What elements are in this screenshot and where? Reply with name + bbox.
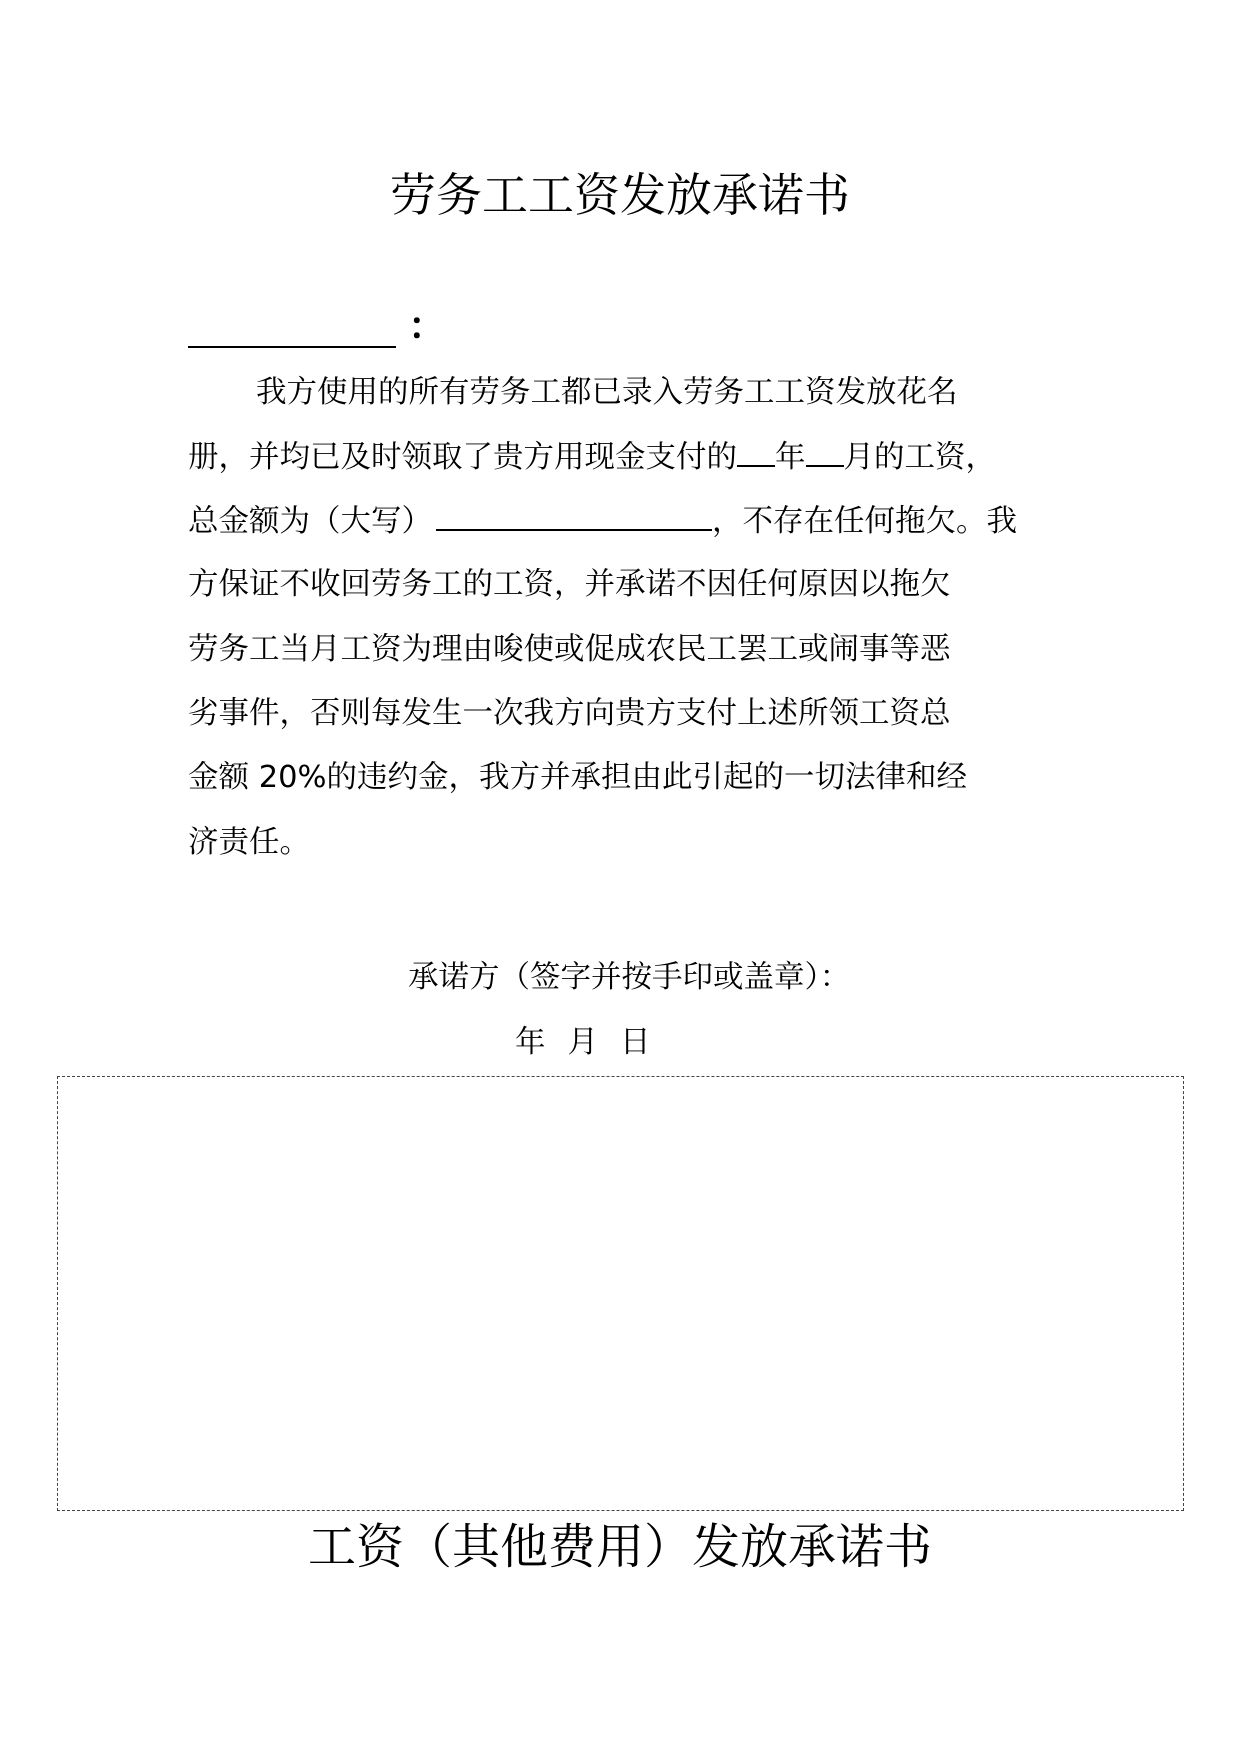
amount-label: 总金额为（大写）	[188, 504, 432, 539]
body-line-5: 劳务工当月工资为理由唆使或促成农民工罢工或闹事等恶	[188, 632, 951, 667]
year-blank[interactable]	[737, 435, 775, 467]
body-line-2-text: 册，并均已及时领取了贵方用现金支付的	[188, 440, 737, 475]
year-label: 年	[775, 440, 806, 475]
month-blank[interactable]	[806, 435, 844, 467]
body-line-3-text: ，不存在任何拖欠。我	[712, 504, 1017, 539]
amount-blank[interactable]	[436, 499, 712, 531]
month-label: 月的工资，	[843, 440, 996, 475]
date-line	[515, 1021, 673, 1065]
body-line-4: 方保证不收回劳务工的工资，并承诺不因任何原因以拖欠	[188, 567, 951, 602]
date-year: 年	[515, 1025, 546, 1060]
body-line-3	[188, 499, 1017, 544]
body-line-2	[188, 435, 996, 480]
second-document-title: 工资（其他费用）发放承诺书	[307, 1519, 932, 1575]
document-title: 劳务工工资发放承诺书	[390, 168, 850, 222]
date-month: 月	[567, 1025, 598, 1060]
addressee-blank[interactable]	[188, 300, 396, 348]
body-line-7: 金额 20%的违约金，我方并承担由此引起的一切法律和经	[188, 760, 967, 795]
salutation-colon: ：	[408, 304, 447, 348]
salutation-line	[188, 300, 446, 360]
body-line-1: 我方使用的所有劳务工都已录入劳务工工资发放花名	[256, 375, 958, 410]
date-day: 日	[620, 1025, 651, 1060]
signer-label: 承诺方（签字并按手印或盖章）：	[408, 960, 851, 995]
body-line-6: 劣事件，否则每发生一次我方向贵方支付上述所领工资总	[188, 696, 951, 731]
body-line-8: 济责任。	[188, 825, 310, 860]
dashed-frame	[57, 1076, 1184, 1511]
